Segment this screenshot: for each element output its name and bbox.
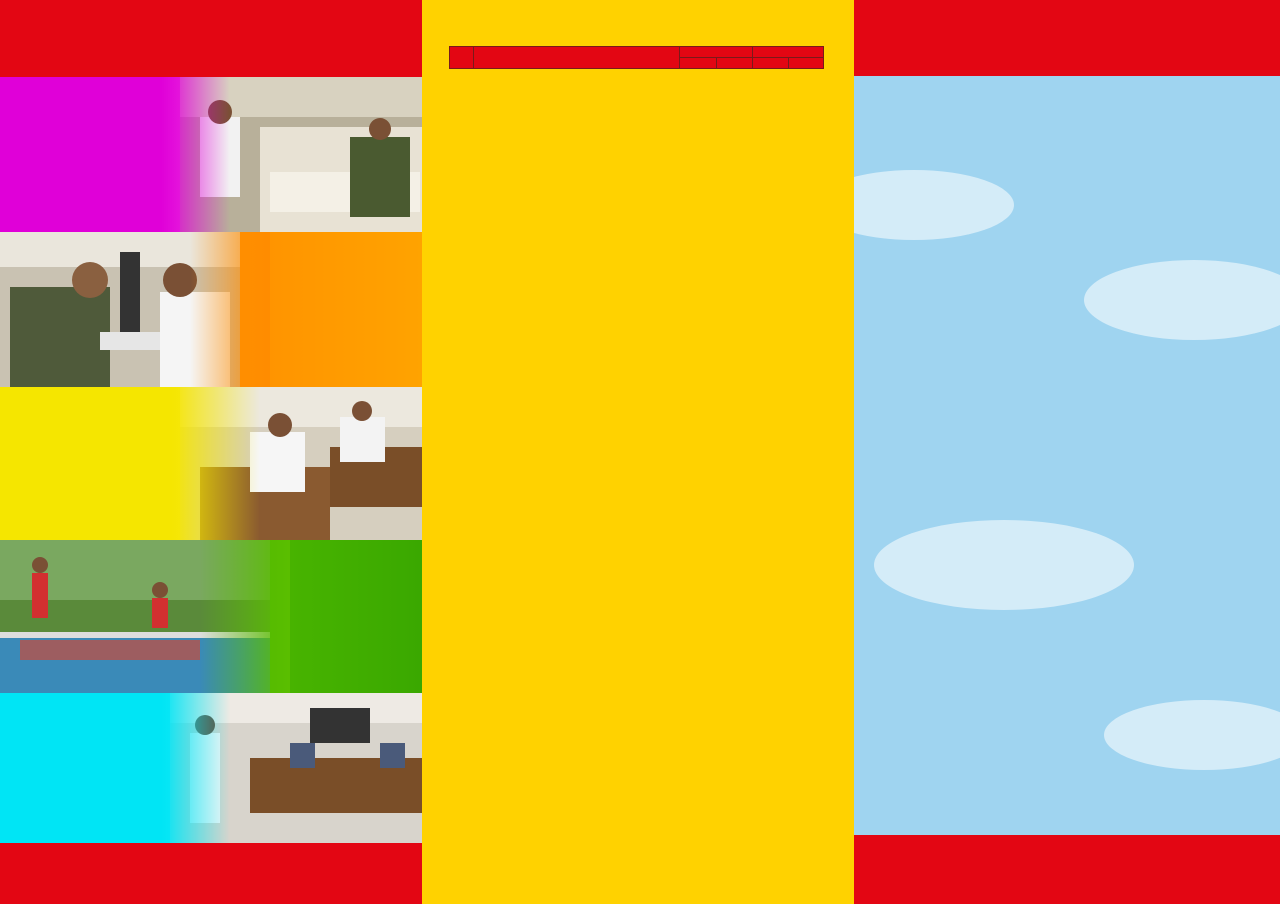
header-pria-d3: [717, 58, 753, 69]
header-wanita-d3: [789, 58, 824, 69]
jurusan-table: [449, 46, 824, 69]
header-pria: [680, 47, 753, 58]
jurusan-table-wrapper: [449, 46, 823, 69]
header-wanita-s1: [753, 58, 789, 69]
right-column: [854, 0, 1280, 904]
panel-psikologi: [0, 693, 422, 843]
panel-mental-ideologi: [0, 387, 422, 540]
left-column: [0, 0, 422, 904]
panel-kesehatan: [0, 232, 422, 387]
header-jurusan: [474, 47, 680, 69]
register-footer: [854, 835, 1280, 904]
header-no: [450, 47, 474, 69]
middle-column: [422, 0, 854, 904]
header-wanita: [753, 47, 824, 58]
label-kesamaptaan: [226, 582, 406, 588]
header-pria-s1: [680, 58, 717, 69]
panel-kesamaptaan-jasmani: [0, 540, 422, 693]
panel-administrasi: [0, 77, 422, 232]
